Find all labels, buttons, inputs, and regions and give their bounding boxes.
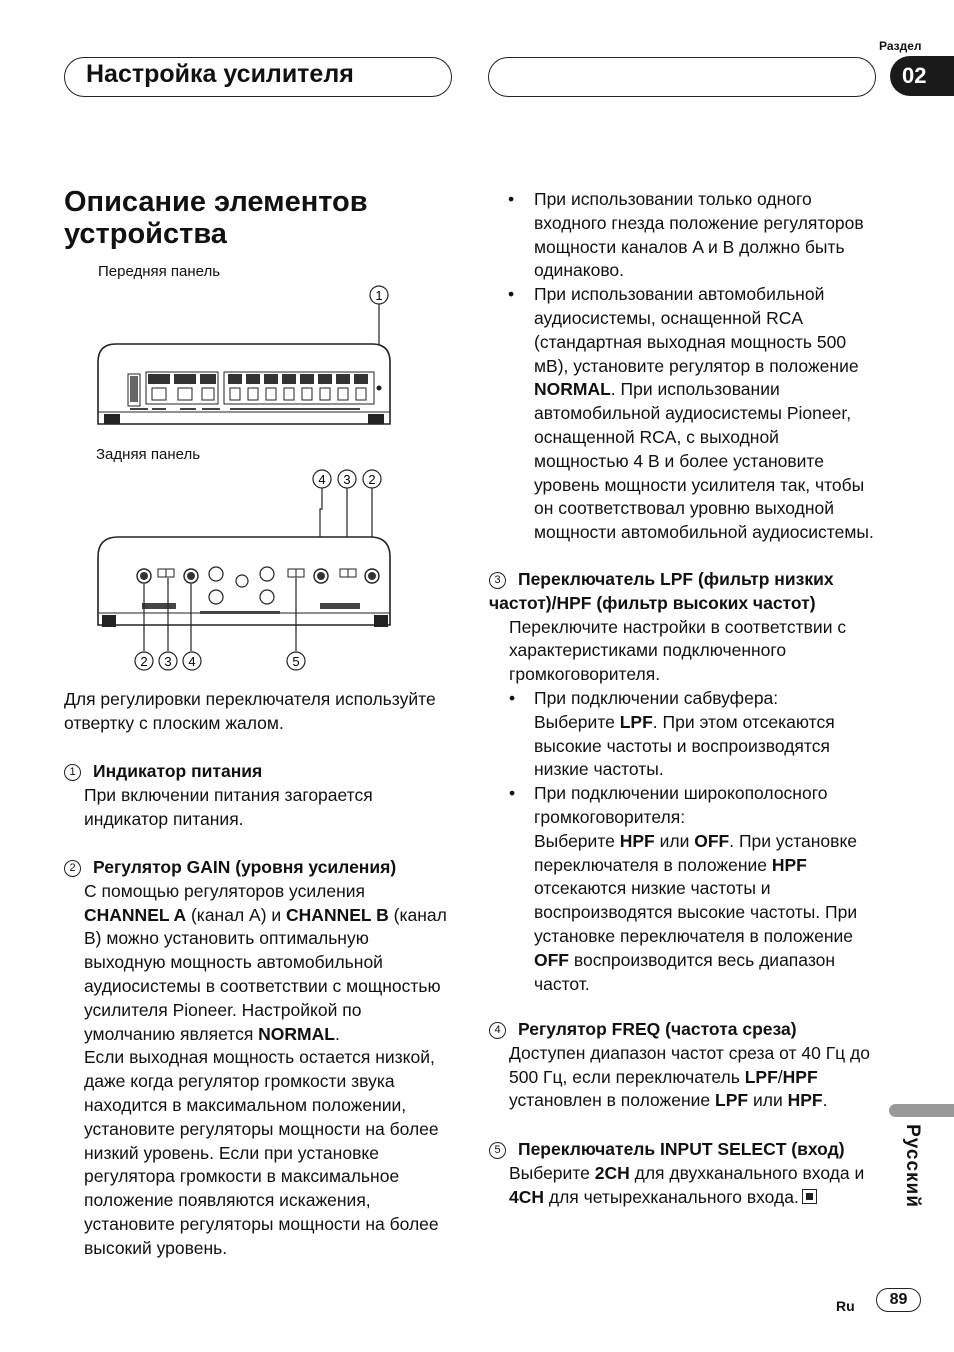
item-3-number: 3: [489, 572, 506, 589]
section-label: Раздел: [879, 39, 922, 53]
item-5-number: 5: [489, 1142, 506, 1159]
rear-panel-caption: Задняя панель: [96, 446, 201, 463]
item-1-text: При включении питания загорается индикатор питания.: [84, 784, 373, 829]
item-2-title: Регулятор GAIN (уровня усиления): [93, 857, 397, 877]
item-2-paragraph-2: Если выходная мощность остается низкой, даже когда регулятор громкости звука находится в максимальном положении, установите регуляторы мощности на более низкий уровень. Если при установке регулятора громкости в максимальное положение появляются искажения, установите регуляторы мощности на более высокий уровень.: [84, 1047, 439, 1258]
front-panel-caption: Передняя панель: [98, 263, 221, 280]
footer-lang-code: Ru: [836, 1298, 855, 1314]
item-4-number: 4: [489, 1022, 506, 1039]
item-2-number: 2: [64, 860, 81, 877]
end-of-section-icon: [802, 1189, 817, 1204]
item-3-title: Переключатель LPF (фильтр низких частот)/HPF (фильтр высоких частот): [489, 569, 834, 613]
item-1: [64, 760, 454, 831]
item-1-number: 1: [64, 764, 81, 781]
callout-2-rear-bottom: 2: [140, 654, 148, 669]
item-1-title: Индикатор питания: [93, 761, 263, 781]
gain-note-2: • При использовании автомобильной аудиосистемы, оснащенной RCA (стандартная выходная мощность 500 мВ), установите регулятор в положение NORMAL. При использовании автомобильной аудиосистемы Pioneer, оснащенной RCA, с выходной мощностью 4 В и более установите уровень мощности усилителя так, чтобы он соответствовал уровню выходной мощности автомобильной аудиосистемы.: [508, 283, 878, 545]
item-4: [489, 1018, 881, 1113]
item-3-text: Переключите настройки в соответствии с характеристиками подключенного громкоговорителя.: [509, 616, 847, 685]
intro-text: [64, 688, 444, 736]
callout-3-rear-top: 3: [343, 472, 351, 487]
language-label: Русский: [902, 1124, 923, 1208]
gain-notes: [508, 188, 878, 545]
callout-4-rear-bottom: 4: [188, 654, 196, 669]
front-panel-figure: [90, 282, 405, 430]
item-4-title: Регулятор FREQ (частота среза): [518, 1019, 797, 1039]
item-3-bullet-1: • При подключении сабвуфера: Выберите LPF. При этом отсекаются высокие частоты и воспроизводятся низкие частоты.: [489, 687, 881, 782]
callout-4-rear-top: 4: [318, 472, 326, 487]
header-title: Настройка усилителя: [86, 60, 354, 88]
callout-2-rear-top: 2: [368, 472, 376, 487]
item-5: [489, 1138, 881, 1209]
item-2: [64, 856, 454, 1261]
item-3: [489, 568, 881, 996]
gain-note-1: • При использовании только одного входного гнезда положение регуляторов мощности каналов A и B должно быть одинаково.: [508, 188, 878, 283]
callout-1-front: 1: [375, 288, 383, 303]
callout-3-rear-bottom: 3: [164, 654, 172, 669]
callout-5-rear-bottom: 5: [292, 654, 300, 669]
item-5-title: Переключатель INPUT SELECT (вход): [518, 1139, 845, 1159]
language-tab-marker: [889, 1104, 954, 1117]
rear-panel-figure: [90, 465, 405, 680]
item-3-bullet-2: • При подключении широкополосного громкоговорителя: Выберите HPF или OFF. При установке переключателя в положение HPF отсекаются низкие частоты и воспроизводятся высокие частоты. При установке переключателя в положение OFF воспроизводится весь диапазон частот.: [489, 782, 881, 996]
intro-text-body: Для регулировки переключателя используйте отвертку с плоским жалом.: [64, 689, 436, 733]
page-number: 89: [876, 1288, 921, 1312]
item-4-text: Доступен диапазон частот среза от 40 Гц до 500 Гц, если переключатель LPF/HPF установлен в положение LPF или HPF.: [509, 1042, 870, 1111]
section-badge: 02: [890, 56, 954, 96]
item-5-text: Выберите 2CH для двухканального входа и 4CH для четырехканального входа.: [509, 1162, 865, 1207]
page-title: Описание элементов устройства: [64, 186, 368, 250]
item-2-paragraph-1: С помощью регуляторов усиления CHANNEL A (канал A) и CHANNEL B (канал B) можно установить оптимальную выходную мощность автомобильной аудиосистемы в соответствии с мощностью усилителя Pioneer. Настройкой по умолчанию является NORMAL.: [84, 880, 447, 1044]
header-right-frame: [488, 57, 876, 97]
